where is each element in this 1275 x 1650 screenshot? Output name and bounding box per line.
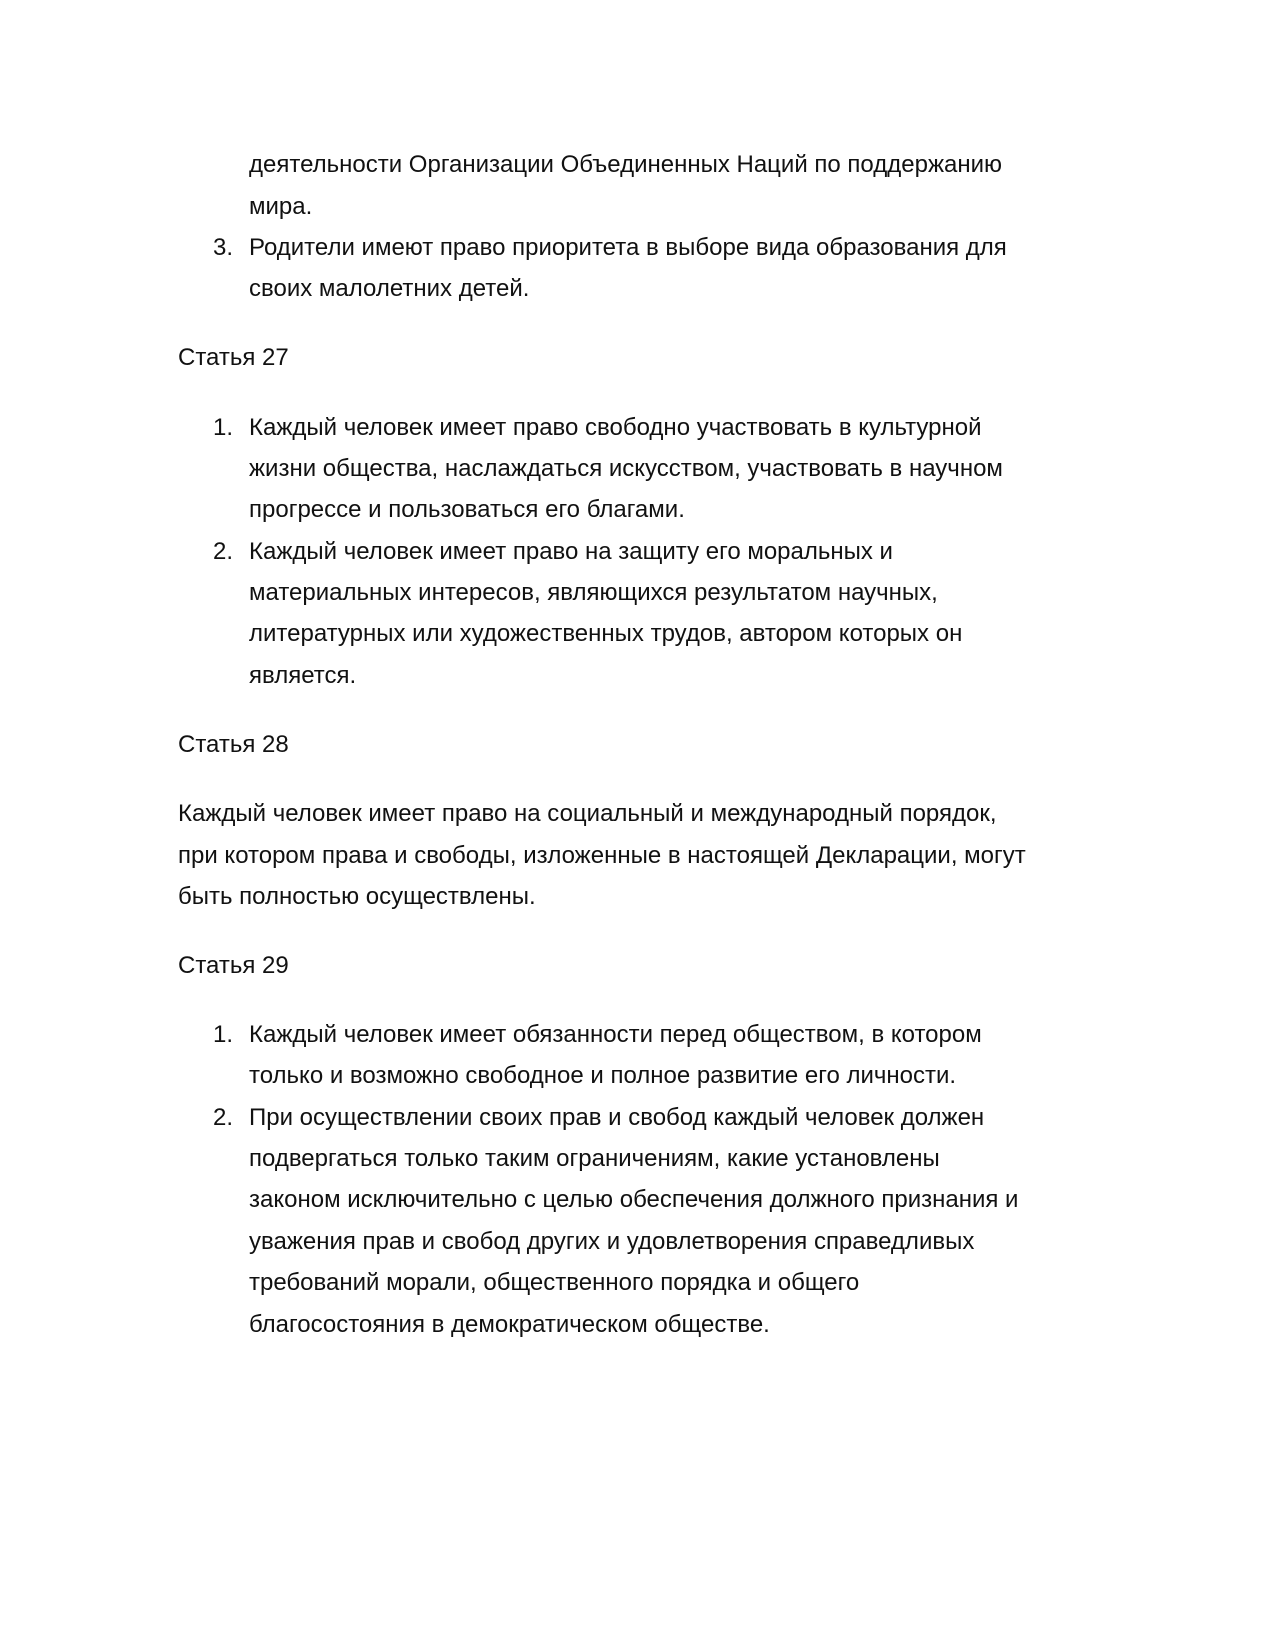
article-heading: Статья 29 — [178, 952, 289, 979]
text-line: при котором права и свободы, изложенные в настоящей Декларации, могут — [178, 842, 1026, 869]
article-heading: Статья 27 — [178, 344, 289, 371]
list-item-number: 3. — [213, 234, 234, 261]
list-item-number: 2. — [213, 538, 234, 565]
text-line: быть полностью осуществлены. — [178, 883, 536, 910]
text-line: Родители имеют право приоритета в выборе вида образования для — [249, 234, 1007, 261]
text-line: требований морали, общественного порядка и общего — [249, 1269, 860, 1296]
text-line: Каждый человек имеет право на защиту его моральных и — [249, 538, 893, 565]
text-line: своих малолетних детей. — [249, 275, 530, 302]
text-line: прогрессе и пользоваться его благами. — [249, 496, 685, 523]
text-line: материальных интересов, являющихся результатом научных, — [249, 579, 938, 606]
list-item-number: 2. — [213, 1104, 234, 1131]
text-line: Каждый человек имеет обязанности перед обществом, в котором — [249, 1021, 982, 1048]
list-item-number: 1. — [213, 1021, 234, 1048]
text-line: деятельности Организации Объединенных Наций по поддержанию — [249, 151, 1002, 178]
text-line: литературных или художественных трудов, автором которых он — [249, 620, 963, 647]
text-line: благосостояния в демократическом обществе. — [249, 1311, 770, 1338]
text-line: уважения прав и свобод других и удовлетворения справедливых — [249, 1228, 975, 1255]
text-line: подвергаться только таким ограничениям, какие установлены — [249, 1145, 940, 1172]
text-line: При осуществлении своих прав и свобод каждый человек должен — [249, 1104, 985, 1131]
text-line: жизни общества, наслаждаться искусством, участвовать в научном — [249, 455, 1003, 482]
text-line: только и возможно свободное и полное развитие его личности. — [249, 1062, 957, 1089]
text-line: является. — [249, 662, 357, 689]
text-line: Каждый человек имеет право на социальный и международный порядок, — [178, 800, 997, 827]
text-line: законом исключительно с целью обеспечения должного признания и — [249, 1186, 1019, 1213]
text-line: Каждый человек имеет право свободно участвовать в культурной — [249, 414, 982, 441]
text-line: мира. — [249, 193, 313, 220]
article-heading: Статья 28 — [178, 731, 289, 758]
list-item-number: 1. — [213, 414, 234, 441]
